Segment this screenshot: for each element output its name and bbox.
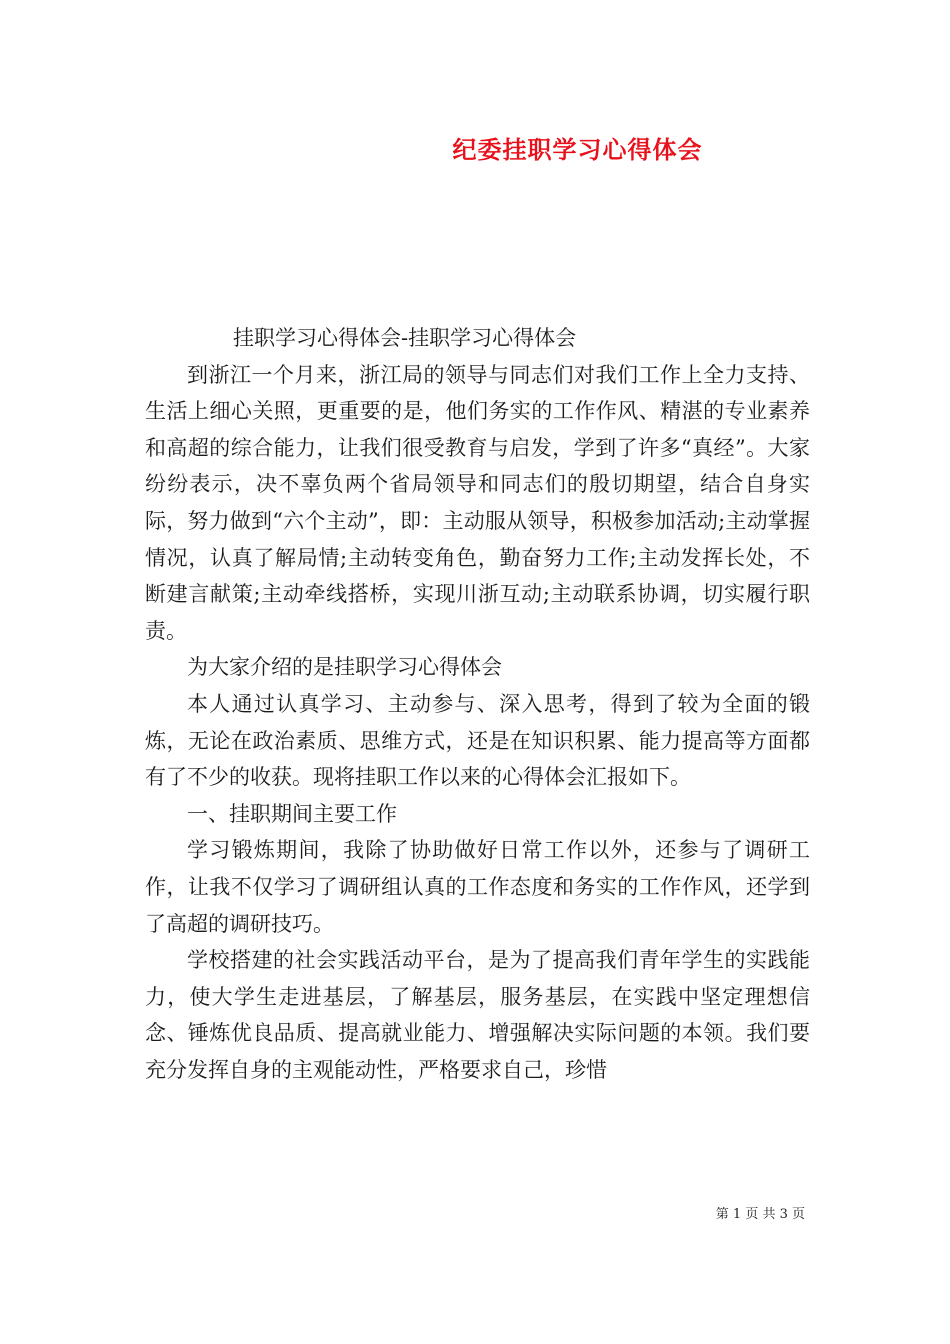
document-subtitle: 挂职学习心得体会-挂职学习心得体会 (233, 326, 577, 350)
paragraph: 为大家介绍的是挂职学习心得体会 (187, 655, 502, 680)
document-body (145, 320, 810, 1088)
paragraph: 学习锻炼期间，我除了协助做好日常工作以外，还参与了调研工作，让我不仅学习了调研组认真的工作态度和务实的工作作风，还学到了高超的调研技巧。 (145, 838, 810, 936)
paragraph: 到浙江一个月来，浙江局的领导与同志们对我们工作上全力支持、生活上细心关照，更重要的是，他们务实的工作作风、精湛的专业素养和高超的综合能力，让我们很受教育与启发，学到了许多“真经”。大家纷纷表示，决不辜负两个省局领导和同志们的殷切期望，结合自身实际，努力做到“六个主动”，即：主动服从领导，积极参加活动;主动掌握情况，认真了解局情;主动转变角色，勤奋努力工作;主动发挥长处，不断建言献策;主动牵线搭桥，实现川浙互动;主动联系协调，切实履行职责。 (145, 362, 810, 643)
document-title: 纪委挂职学习心得体会 (452, 135, 703, 164)
paragraph: 本人通过认真学习、主动参与、深入思考，得到了较为全面的锻炼，无论在政治素质、思维方式，还是在知识积累、能力提高等方面都有了不少的收获。现将挂职工作以来的心得体会汇报如下。 (145, 691, 810, 790)
page-number: 第 1 页 共 3 页 (715, 1207, 805, 1222)
paragraph: 学校搭建的社会实践活动平台，是为了提高我们青年学生的实践能力，使大学生走进基层，了解基层，服务基层，在实践中坚定理想信念、锤炼优良品质、提高就业能力、增强解决实际问题的本领。我们要充分发挥自身的主观能动性，严格要求自己，珍惜 (145, 948, 810, 1082)
section-heading: 一、挂职期间主要工作 (187, 801, 397, 826)
